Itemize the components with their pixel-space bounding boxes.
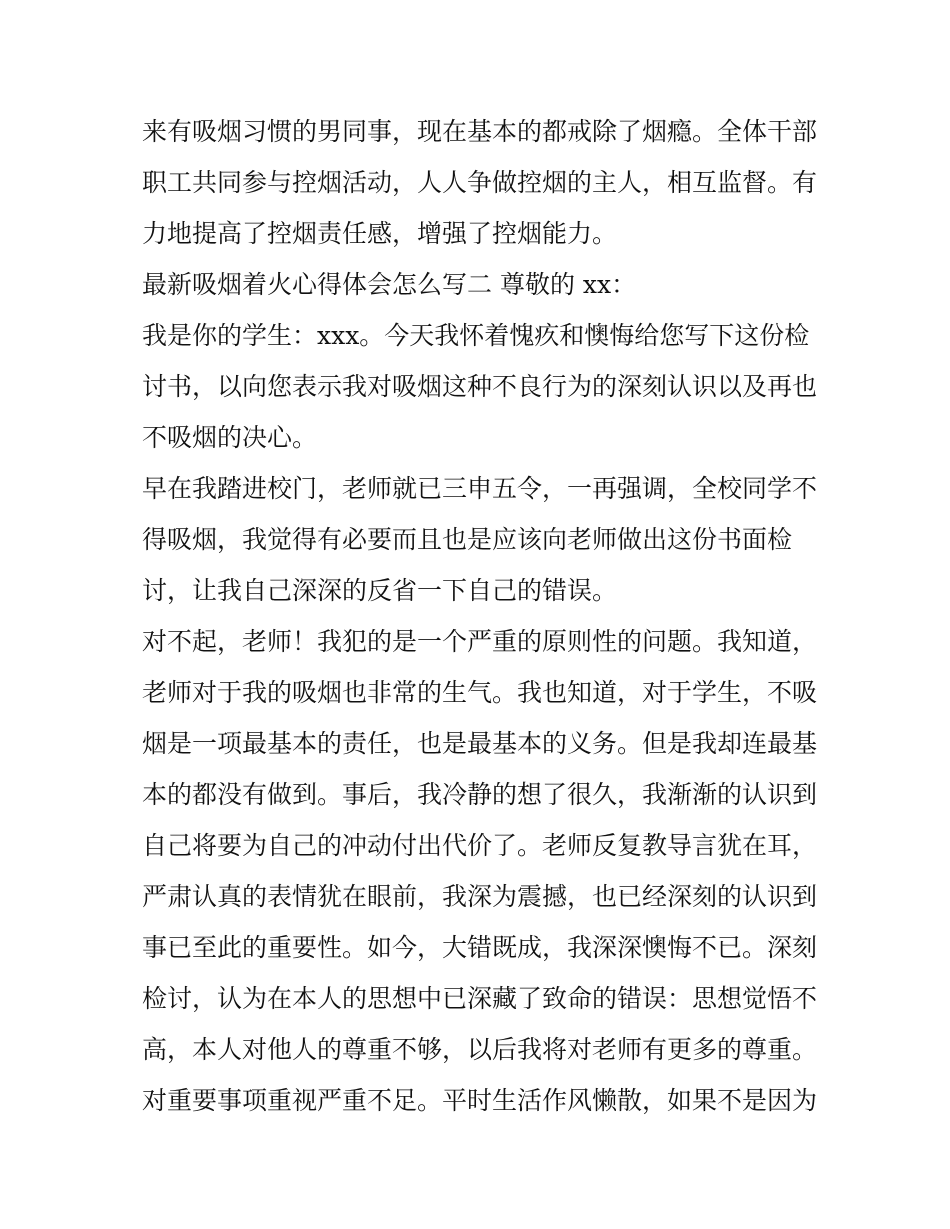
text-line: 力地提高了控烟责任感，增强了控烟能力。	[142, 219, 618, 248]
text-line: 讨书，以向您表示我对吸烟这种不良行为的深刻认识以及再也	[142, 372, 818, 401]
text-line: 不吸烟的决心。	[142, 423, 318, 452]
text-line: 本的都没有做到。事后，我冷静的想了很久，我渐渐的认识到	[142, 780, 818, 809]
text-line: 得吸烟，我觉得有必要而且也是应该向老师做出这份书面检	[142, 525, 793, 554]
document-body	[142, 106, 818, 1126]
text-line: 对不起，老师！我犯的是一个严重的原则性的问题。我知道，	[142, 627, 818, 656]
text-line: 老师对于我的吸烟也非常的生气。我也知道，对于学生，不吸	[142, 678, 818, 707]
text-line: 高，本人对他人的尊重不够，以后我将对老师有更多的尊重。	[142, 1035, 818, 1064]
text-line: 早在我踏进校门，老师就已三申五令，一再强调，全校同学不	[142, 474, 818, 503]
text-line: 我是你的学生：xxx。今天我怀着愧疚和懊悔给您写下这份检	[142, 321, 810, 350]
section-heading-line: 最新吸烟着火心得体会怎么写二 尊敬的 xx：	[142, 270, 637, 299]
text-line: 来有吸烟习惯的男同事，现在基本的都戒除了烟瘾。全体干部	[142, 117, 818, 146]
text-line: 检讨，认为在本人的思想中已深藏了致命的错误：思想觉悟不	[142, 984, 818, 1013]
text-line: 严肃认真的表情犹在眼前，我深为震撼，也已经深刻的认识到	[142, 882, 818, 911]
text-line: 事已至此的重要性。如今，大错既成，我深深懊悔不已。深刻	[142, 933, 818, 962]
text-line: 职工共同参与控烟活动，人人争做控烟的主人，相互监督。有	[142, 168, 818, 197]
text-line: 自己将要为自己的冲动付出代价了。老师反复教导言犹在耳，	[142, 831, 818, 860]
text-line: 讨，让我自己深深的反省一下自己的错误。	[142, 576, 618, 605]
text-line: 对重要事项重视严重不足。平时生活作风懒散，如果不是因为	[142, 1086, 818, 1115]
text-line: 烟是一项最基本的责任，也是最基本的义务。但是我却连最基	[142, 729, 818, 758]
